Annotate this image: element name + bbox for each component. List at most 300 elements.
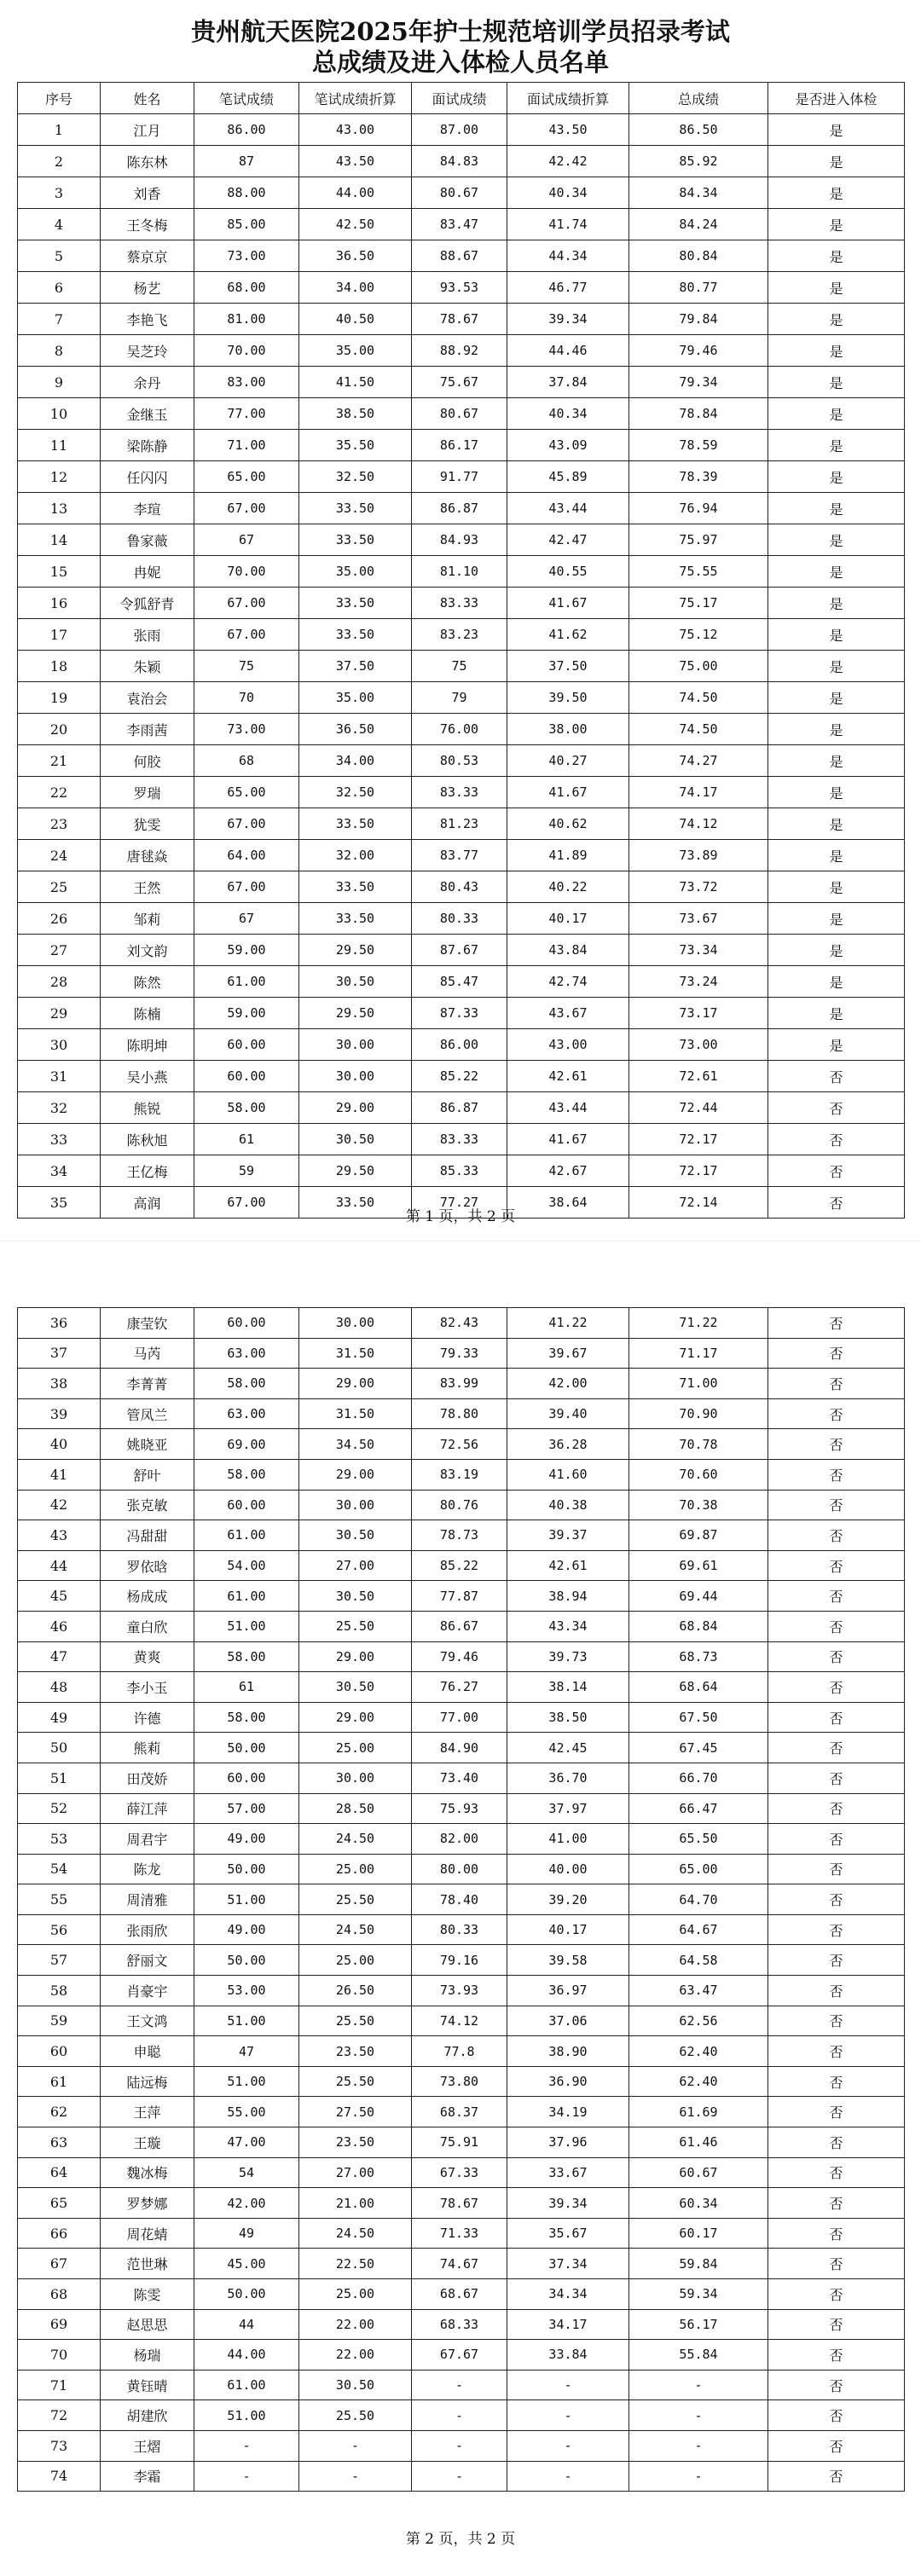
- cell-interview-converted: 45.89: [507, 461, 629, 493]
- cell-written-converted: 29.00: [299, 1369, 412, 1399]
- cell-name: 杨成成: [101, 1581, 194, 1612]
- cell-written-score: 58.00: [194, 1641, 299, 1672]
- cell-physical-exam: 否: [768, 1763, 905, 1793]
- cell-written-score: -: [194, 2430, 299, 2461]
- cell-physical-exam: 是: [768, 461, 905, 493]
- cell-name: 鲁家薇: [101, 524, 194, 556]
- cell-index: 71: [18, 2370, 101, 2400]
- cell-index: 52: [18, 1793, 101, 1824]
- cell-physical-exam: 否: [768, 1061, 905, 1092]
- cell-index: 40: [18, 1429, 101, 1460]
- cell-total-score: 75.97: [629, 524, 768, 556]
- cell-index: 24: [18, 840, 101, 871]
- cell-written-converted: 23.50: [299, 2036, 412, 2067]
- table-row: [18, 398, 905, 430]
- cell-index: 39: [18, 1398, 101, 1429]
- cell-total-score: 78.39: [629, 461, 768, 493]
- cell-total-score: 84.24: [629, 209, 768, 240]
- cell-interview-score: 83.33: [412, 588, 507, 619]
- cell-written-score: 47.00: [194, 2127, 299, 2158]
- cell-name: 张雨欣: [101, 1914, 194, 1945]
- cell-interview-score: 79.33: [412, 1338, 507, 1369]
- table-row: [18, 651, 905, 682]
- cell-index: 17: [18, 619, 101, 651]
- cell-written-converted: 44.00: [299, 177, 412, 209]
- cell-index: 55: [18, 1884, 101, 1915]
- cell-total-score: 61.46: [629, 2127, 768, 2158]
- cell-physical-exam: 是: [768, 871, 905, 903]
- cell-interview-converted: 40.34: [507, 177, 629, 209]
- table-row: [18, 745, 905, 777]
- table-row: [18, 1520, 905, 1551]
- cell-interview-score: 79.46: [412, 1641, 507, 1672]
- cell-interview-score: 67.67: [412, 2340, 507, 2370]
- cell-name: 刘香: [101, 177, 194, 209]
- cell-physical-exam: 否: [768, 2309, 905, 2340]
- cell-name: 袁治会: [101, 682, 194, 714]
- cell-written-converted: 21.00: [299, 2188, 412, 2219]
- cell-physical-exam: 否: [768, 2036, 905, 2067]
- cell-written-converted: 33.50: [299, 524, 412, 556]
- cell-total-score: 68.73: [629, 1641, 768, 1672]
- cell-written-converted: 24.50: [299, 1914, 412, 1945]
- cell-interview-score: 68.33: [412, 2309, 507, 2340]
- table-row: [18, 903, 905, 935]
- cell-written-converted: 22.00: [299, 2340, 412, 2370]
- cell-interview-score: 84.90: [412, 1733, 507, 1763]
- cell-interview-converted: 38.64: [507, 1187, 629, 1219]
- cell-written-converted: 32.50: [299, 461, 412, 493]
- cell-written-converted: 38.50: [299, 398, 412, 430]
- cell-written-converted: 25.50: [299, 2006, 412, 2036]
- cell-name: 周清雅: [101, 1884, 194, 1915]
- cell-total-score: 67.45: [629, 1733, 768, 1763]
- cell-physical-exam: 是: [768, 146, 905, 177]
- cell-index: 43: [18, 1520, 101, 1551]
- cell-index: 54: [18, 1854, 101, 1884]
- cell-index: 41: [18, 1459, 101, 1490]
- cell-written-score: 77.00: [194, 398, 299, 430]
- cell-written-converted: 30.00: [299, 1029, 412, 1061]
- cell-name: 王冬梅: [101, 209, 194, 240]
- cell-written-score: 42.00: [194, 2188, 299, 2219]
- cell-written-converted: 30.50: [299, 1581, 412, 1612]
- cell-written-converted: 32.00: [299, 840, 412, 871]
- cell-total-score: 60.34: [629, 2188, 768, 2219]
- cell-interview-score: 78.80: [412, 1398, 507, 1429]
- cell-index: 12: [18, 461, 101, 493]
- cell-interview-converted: 39.34: [507, 2188, 629, 2219]
- cell-name: 范世琳: [101, 2249, 194, 2279]
- cell-name: 熊锐: [101, 1092, 194, 1124]
- cell-written-score: 67.00: [194, 619, 299, 651]
- cell-physical-exam: 否: [768, 2400, 905, 2431]
- table-row: [18, 1945, 905, 1976]
- cell-index: 45: [18, 1581, 101, 1612]
- cell-total-score: 59.84: [629, 2249, 768, 2279]
- cell-interview-score: 83.33: [412, 1124, 507, 1155]
- cell-interview-score: 71.33: [412, 2218, 507, 2249]
- table-row: [18, 1398, 905, 1429]
- cell-index: 15: [18, 556, 101, 588]
- cell-interview-converted: 39.73: [507, 1641, 629, 1672]
- cell-written-converted: 29.50: [299, 935, 412, 966]
- cell-written-converted: 29.00: [299, 1702, 412, 1733]
- cell-interview-converted: 38.14: [507, 1672, 629, 1703]
- cell-total-score: 69.87: [629, 1520, 768, 1551]
- cell-physical-exam: 否: [768, 1793, 905, 1824]
- cell-interview-converted: 36.90: [507, 2066, 629, 2097]
- cell-name: 李雨茜: [101, 714, 194, 745]
- cell-interview-converted: 38.50: [507, 1702, 629, 1733]
- table-row: [18, 1702, 905, 1733]
- cell-name: 童白欣: [101, 1611, 194, 1641]
- cell-interview-score: 77.8: [412, 2036, 507, 2067]
- cell-physical-exam: 是: [768, 556, 905, 588]
- cell-interview-score: 80.33: [412, 1914, 507, 1945]
- cell-total-score: 74.12: [629, 808, 768, 840]
- cell-index: 72: [18, 2400, 101, 2431]
- cell-total-score: 73.17: [629, 998, 768, 1029]
- cell-interview-score: 85.47: [412, 966, 507, 998]
- cell-physical-exam: 是: [768, 493, 905, 524]
- table-row: [18, 966, 905, 998]
- cell-total-score: 79.34: [629, 367, 768, 398]
- cell-index: 58: [18, 1976, 101, 2006]
- cell-total-score: 73.72: [629, 871, 768, 903]
- cell-total-score: 72.61: [629, 1061, 768, 1092]
- cell-written-score: 58.00: [194, 1369, 299, 1399]
- cell-interview-score: 85.22: [412, 1550, 507, 1581]
- cell-interview-converted: 38.90: [507, 2036, 629, 2067]
- cell-interview-converted: 37.96: [507, 2127, 629, 2158]
- table-row: [18, 2461, 905, 2492]
- cell-physical-exam: 是: [768, 808, 905, 840]
- cell-total-score: 60.17: [629, 2218, 768, 2249]
- cell-index: 70: [18, 2340, 101, 2370]
- cell-name: 赵思思: [101, 2309, 194, 2340]
- cell-written-score: -: [194, 2461, 299, 2492]
- cell-interview-score: 80.00: [412, 1854, 507, 1884]
- cell-written-score: 73.00: [194, 240, 299, 272]
- cell-written-converted: 30.00: [299, 1763, 412, 1793]
- cell-written-score: 83.00: [194, 367, 299, 398]
- cell-physical-exam: 否: [768, 2218, 905, 2249]
- table-row: [18, 2279, 905, 2310]
- cell-physical-exam: 否: [768, 2430, 905, 2461]
- cell-name: 李霜: [101, 2461, 194, 2492]
- cell-written-score: 57.00: [194, 1793, 299, 1824]
- cell-interview-converted: 42.61: [507, 1550, 629, 1581]
- cell-interview-score: 77.27: [412, 1187, 507, 1219]
- cell-written-score: 64.00: [194, 840, 299, 871]
- cell-interview-score: 77.87: [412, 1581, 507, 1612]
- cell-name: 陈秋旭: [101, 1124, 194, 1155]
- cell-name: 蔡京京: [101, 240, 194, 272]
- cell-total-score: 80.84: [629, 240, 768, 272]
- cell-physical-exam: 是: [768, 682, 905, 714]
- cell-physical-exam: 否: [768, 1914, 905, 1945]
- cell-interview-converted: 34.17: [507, 2309, 629, 2340]
- cell-total-score: 61.69: [629, 2097, 768, 2127]
- cell-total-score: 56.17: [629, 2309, 768, 2340]
- cell-interview-score: 79: [412, 682, 507, 714]
- cell-index: 3: [18, 177, 101, 209]
- cell-name: 杨艺: [101, 272, 194, 304]
- cell-written-score: 73.00: [194, 714, 299, 745]
- cell-written-score: 58.00: [194, 1459, 299, 1490]
- cell-index: 30: [18, 1029, 101, 1061]
- cell-interview-score: 80.76: [412, 1490, 507, 1520]
- cell-written-score: 67.00: [194, 493, 299, 524]
- cell-interview-score: 80.67: [412, 398, 507, 430]
- cell-written-score: 51.00: [194, 1611, 299, 1641]
- table-row: [18, 808, 905, 840]
- cell-interview-score: -: [412, 2461, 507, 2492]
- cell-physical-exam: 否: [768, 1641, 905, 1672]
- cell-written-score: 85.00: [194, 209, 299, 240]
- cell-name: 高润: [101, 1187, 194, 1219]
- cell-interview-converted: 37.34: [507, 2249, 629, 2279]
- cell-interview-score: -: [412, 2430, 507, 2461]
- cell-physical-exam: 是: [768, 966, 905, 998]
- cell-written-score: 71.00: [194, 430, 299, 461]
- cell-written-score: 61: [194, 1124, 299, 1155]
- cell-index: 37: [18, 1338, 101, 1369]
- cell-total-score: 74.50: [629, 682, 768, 714]
- cell-index: 73: [18, 2430, 101, 2461]
- cell-physical-exam: 否: [768, 1702, 905, 1733]
- cell-name: 何胶: [101, 745, 194, 777]
- table-row: [18, 682, 905, 714]
- cell-index: 13: [18, 493, 101, 524]
- cell-name: 薛江萍: [101, 1793, 194, 1824]
- cell-total-score: 73.24: [629, 966, 768, 998]
- table-row: [18, 871, 905, 903]
- cell-name: 刘文韵: [101, 935, 194, 966]
- header-written-score: 笔试成绩: [194, 83, 299, 114]
- cell-interview-score: 72.56: [412, 1429, 507, 1460]
- cell-total-score: 64.70: [629, 1884, 768, 1915]
- cell-written-converted: 30.00: [299, 1061, 412, 1092]
- cell-total-score: 74.50: [629, 714, 768, 745]
- cell-interview-converted: 41.62: [507, 619, 629, 651]
- cell-name: 王然: [101, 871, 194, 903]
- table-row: [18, 2400, 905, 2431]
- cell-written-converted: -: [299, 2461, 412, 2492]
- cell-interview-converted: 43.34: [507, 1611, 629, 1641]
- cell-total-score: 65.50: [629, 1824, 768, 1855]
- cell-interview-converted: 44.34: [507, 240, 629, 272]
- table-row: [18, 2066, 905, 2097]
- cell-physical-exam: 否: [768, 1398, 905, 1429]
- cell-interview-score: 88.92: [412, 335, 507, 367]
- cell-written-score: 50.00: [194, 1945, 299, 1976]
- cell-total-score: 80.77: [629, 272, 768, 304]
- cell-total-score: 71.17: [629, 1338, 768, 1369]
- cell-written-score: 81.00: [194, 304, 299, 335]
- cell-total-score: 55.84: [629, 2340, 768, 2370]
- cell-written-converted: 33.50: [299, 808, 412, 840]
- cell-interview-converted: 44.46: [507, 335, 629, 367]
- cell-name: 余丹: [101, 367, 194, 398]
- cell-physical-exam: 是: [768, 335, 905, 367]
- cell-written-converted: 27.00: [299, 2157, 412, 2188]
- cell-written-score: 61.00: [194, 966, 299, 998]
- table-row: [18, 714, 905, 745]
- cell-physical-exam: 是: [768, 588, 905, 619]
- cell-written-score: 67: [194, 903, 299, 935]
- cell-total-score: 67.50: [629, 1702, 768, 1733]
- cell-index: 60: [18, 2036, 101, 2067]
- cell-written-converted: 29.50: [299, 998, 412, 1029]
- cell-total-score: 66.47: [629, 1793, 768, 1824]
- cell-written-score: 45.00: [194, 2249, 299, 2279]
- cell-interview-converted: 43.67: [507, 998, 629, 1029]
- cell-total-score: 64.67: [629, 1914, 768, 1945]
- cell-index: 42: [18, 1490, 101, 1520]
- cell-index: 31: [18, 1061, 101, 1092]
- cell-interview-score: 82.43: [412, 1308, 507, 1339]
- cell-interview-score: 83.47: [412, 209, 507, 240]
- cell-index: 18: [18, 651, 101, 682]
- cell-index: 66: [18, 2218, 101, 2249]
- cell-written-score: 75: [194, 651, 299, 682]
- cell-physical-exam: 否: [768, 2188, 905, 2219]
- cell-name: 黄钰晴: [101, 2370, 194, 2400]
- cell-physical-exam: 否: [768, 1611, 905, 1641]
- cell-name: 姚晓亚: [101, 1429, 194, 1460]
- cell-name: 申聪: [101, 2036, 194, 2067]
- cell-written-converted: 30.50: [299, 1672, 412, 1703]
- cell-index: 36: [18, 1308, 101, 1339]
- cell-interview-converted: -: [507, 2430, 629, 2461]
- cell-written-score: 61.00: [194, 1520, 299, 1551]
- table-row: [18, 2218, 905, 2249]
- cell-name: 熊莉: [101, 1733, 194, 1763]
- cell-written-score: 50.00: [194, 2279, 299, 2310]
- cell-total-score: -: [629, 2461, 768, 2492]
- cell-interview-converted: 40.34: [507, 398, 629, 430]
- table-row: [18, 2097, 905, 2127]
- cell-written-converted: 29.00: [299, 1459, 412, 1490]
- cell-index: 62: [18, 2097, 101, 2127]
- cell-physical-exam: 否: [768, 1733, 905, 1763]
- cell-index: 35: [18, 1187, 101, 1219]
- page-footer-1: 第 1 页，共 2 页: [405, 1208, 516, 1225]
- cell-interview-converted: 41.67: [507, 1124, 629, 1155]
- page-footer-2: 第 2 页，共 2 页: [405, 2531, 516, 2548]
- cell-interview-converted: 43.50: [507, 114, 629, 146]
- header-written-converted: 笔试成绩折算: [299, 83, 412, 114]
- cell-name: 杨瑞: [101, 2340, 194, 2370]
- cell-name: 罗梦娜: [101, 2188, 194, 2219]
- cell-name: 邹莉: [101, 903, 194, 935]
- cell-index: 19: [18, 682, 101, 714]
- cell-interview-converted: 41.00: [507, 1824, 629, 1855]
- cell-interview-score: 83.99: [412, 1369, 507, 1399]
- cell-written-score: 58.00: [194, 1092, 299, 1124]
- cell-physical-exam: 否: [768, 2279, 905, 2310]
- cell-written-converted: 36.50: [299, 714, 412, 745]
- cell-interview-converted: 42.74: [507, 966, 629, 998]
- table-row: [18, 1854, 905, 1884]
- cell-name: 罗瑞: [101, 777, 194, 808]
- cell-interview-score: 75: [412, 651, 507, 682]
- cell-written-score: 49.00: [194, 1914, 299, 1945]
- table-row: [18, 1308, 905, 1339]
- cell-written-converted: 40.50: [299, 304, 412, 335]
- cell-name: 王文鸿: [101, 2006, 194, 2036]
- cell-interview-converted: 40.00: [507, 1854, 629, 1884]
- cell-written-score: 68: [194, 745, 299, 777]
- cell-written-converted: 25.50: [299, 1611, 412, 1641]
- cell-index: 50: [18, 1733, 101, 1763]
- cell-written-score: 67.00: [194, 871, 299, 903]
- cell-written-converted: 35.00: [299, 682, 412, 714]
- cell-total-score: 62.40: [629, 2036, 768, 2067]
- table-row: [18, 367, 905, 398]
- cell-written-converted: 43.50: [299, 146, 412, 177]
- cell-interview-score: 75.91: [412, 2127, 507, 2158]
- cell-total-score: -: [629, 2370, 768, 2400]
- cell-name: 吴芝玲: [101, 335, 194, 367]
- table-row: [18, 1369, 905, 1399]
- table-row: [18, 1155, 905, 1187]
- cell-written-converted: 37.50: [299, 651, 412, 682]
- cell-interview-score: 88.67: [412, 240, 507, 272]
- cell-physical-exam: 是: [768, 177, 905, 209]
- cell-index: 28: [18, 966, 101, 998]
- cell-written-converted: 36.50: [299, 240, 412, 272]
- cell-index: 33: [18, 1124, 101, 1155]
- cell-interview-score: 78.40: [412, 1884, 507, 1915]
- cell-written-score: 67.00: [194, 588, 299, 619]
- cell-written-score: 53.00: [194, 1976, 299, 2006]
- table-row: [18, 1824, 905, 1855]
- table-row: [18, 1672, 905, 1703]
- cell-total-score: 75.12: [629, 619, 768, 651]
- cell-index: 1: [18, 114, 101, 146]
- cell-name: 江月: [101, 114, 194, 146]
- table-row: [18, 2157, 905, 2188]
- cell-physical-exam: 否: [768, 2249, 905, 2279]
- table-row: [18, 2036, 905, 2067]
- cell-written-converted: 29.00: [299, 1092, 412, 1124]
- cell-interview-score: 81.23: [412, 808, 507, 840]
- cell-index: 64: [18, 2157, 101, 2188]
- cell-written-converted: 25.00: [299, 1733, 412, 1763]
- cell-name: 肖豪宇: [101, 1976, 194, 2006]
- cell-written-score: 65.00: [194, 461, 299, 493]
- cell-index: 46: [18, 1611, 101, 1641]
- cell-written-converted: 30.50: [299, 2370, 412, 2400]
- cell-physical-exam: 否: [768, 1155, 905, 1187]
- table-row: [18, 1733, 905, 1763]
- cell-interview-score: 91.77: [412, 461, 507, 493]
- cell-written-score: 50.00: [194, 1733, 299, 1763]
- cell-index: 7: [18, 304, 101, 335]
- cell-interview-converted: 35.67: [507, 2218, 629, 2249]
- cell-written-score: 54: [194, 2157, 299, 2188]
- cell-physical-exam: 是: [768, 651, 905, 682]
- cell-written-converted: 25.50: [299, 1884, 412, 1915]
- cell-interview-converted: 40.17: [507, 903, 629, 935]
- table-row: [18, 524, 905, 556]
- cell-index: 2: [18, 146, 101, 177]
- cell-written-converted: 22.50: [299, 2249, 412, 2279]
- table-row: [18, 935, 905, 966]
